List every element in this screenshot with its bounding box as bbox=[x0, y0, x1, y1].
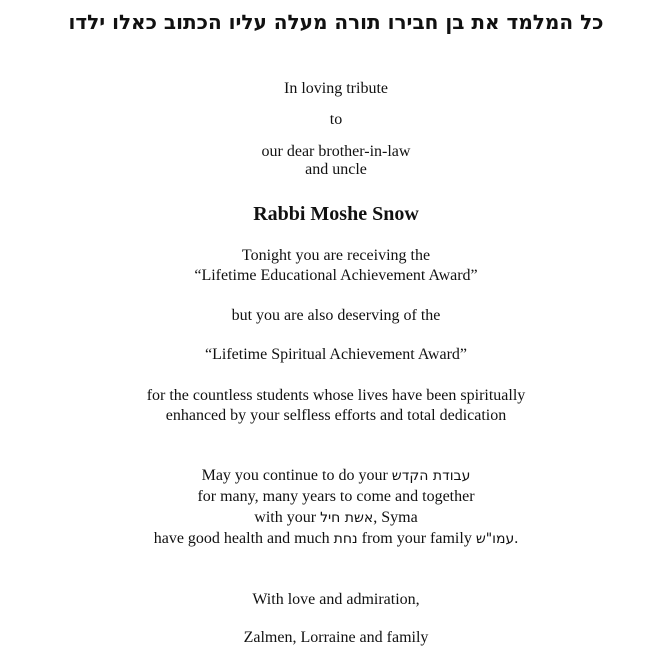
hebrew-verse-heading: כל המלמד את בן חבירו תורה מעלה עליו הכתוב כאלו ילדו bbox=[68, 10, 604, 34]
relation-line-2: and uncle bbox=[305, 161, 367, 178]
educational-award: “Lifetime Educational Achievement Award” bbox=[194, 267, 478, 284]
tribute-intro: In loving tribute bbox=[284, 80, 388, 97]
award-intro: Tonight you are receiving the bbox=[241, 247, 431, 264]
hebrew-phrase: עבודת הקדש bbox=[391, 468, 471, 484]
hebrew-phrase: נחת bbox=[333, 531, 358, 547]
blessing-text: with your bbox=[254, 509, 321, 526]
signature: Zalmen, Lorraine and family bbox=[243, 629, 429, 646]
blessing-text: May you continue to do your bbox=[201, 467, 392, 484]
also-deserving: but you are also deserving of the bbox=[231, 307, 441, 324]
blessing-line-2: for many, many years to come and together bbox=[197, 488, 475, 505]
honoree-name: Rabbi Moshe Snow bbox=[253, 203, 419, 225]
blessing-text: . bbox=[514, 530, 519, 547]
blessing-line-3 bbox=[0, 508, 672, 528]
blessing-text: , Syma bbox=[373, 509, 418, 526]
blessing-line-4 bbox=[0, 529, 672, 549]
hebrew-phrase: אשת חיל bbox=[320, 510, 374, 526]
spiritual-award: “Lifetime Spiritual Achievement Award” bbox=[205, 346, 467, 363]
closing-salutation: With love and admiration, bbox=[252, 591, 420, 608]
tribute-to: to bbox=[329, 111, 343, 128]
blessing-line-1 bbox=[0, 466, 672, 486]
students-line: for the countless students whose lives have been spiritually bbox=[146, 387, 526, 404]
dedication-line: enhanced by your selfless efforts and total dedication bbox=[165, 407, 507, 424]
relation-line: our dear brother-in-law bbox=[261, 143, 411, 160]
hebrew-phrase: עמו"ש bbox=[475, 531, 515, 547]
blessing-text: from your family bbox=[357, 530, 476, 547]
blessing-text: have good health and much bbox=[153, 530, 334, 547]
